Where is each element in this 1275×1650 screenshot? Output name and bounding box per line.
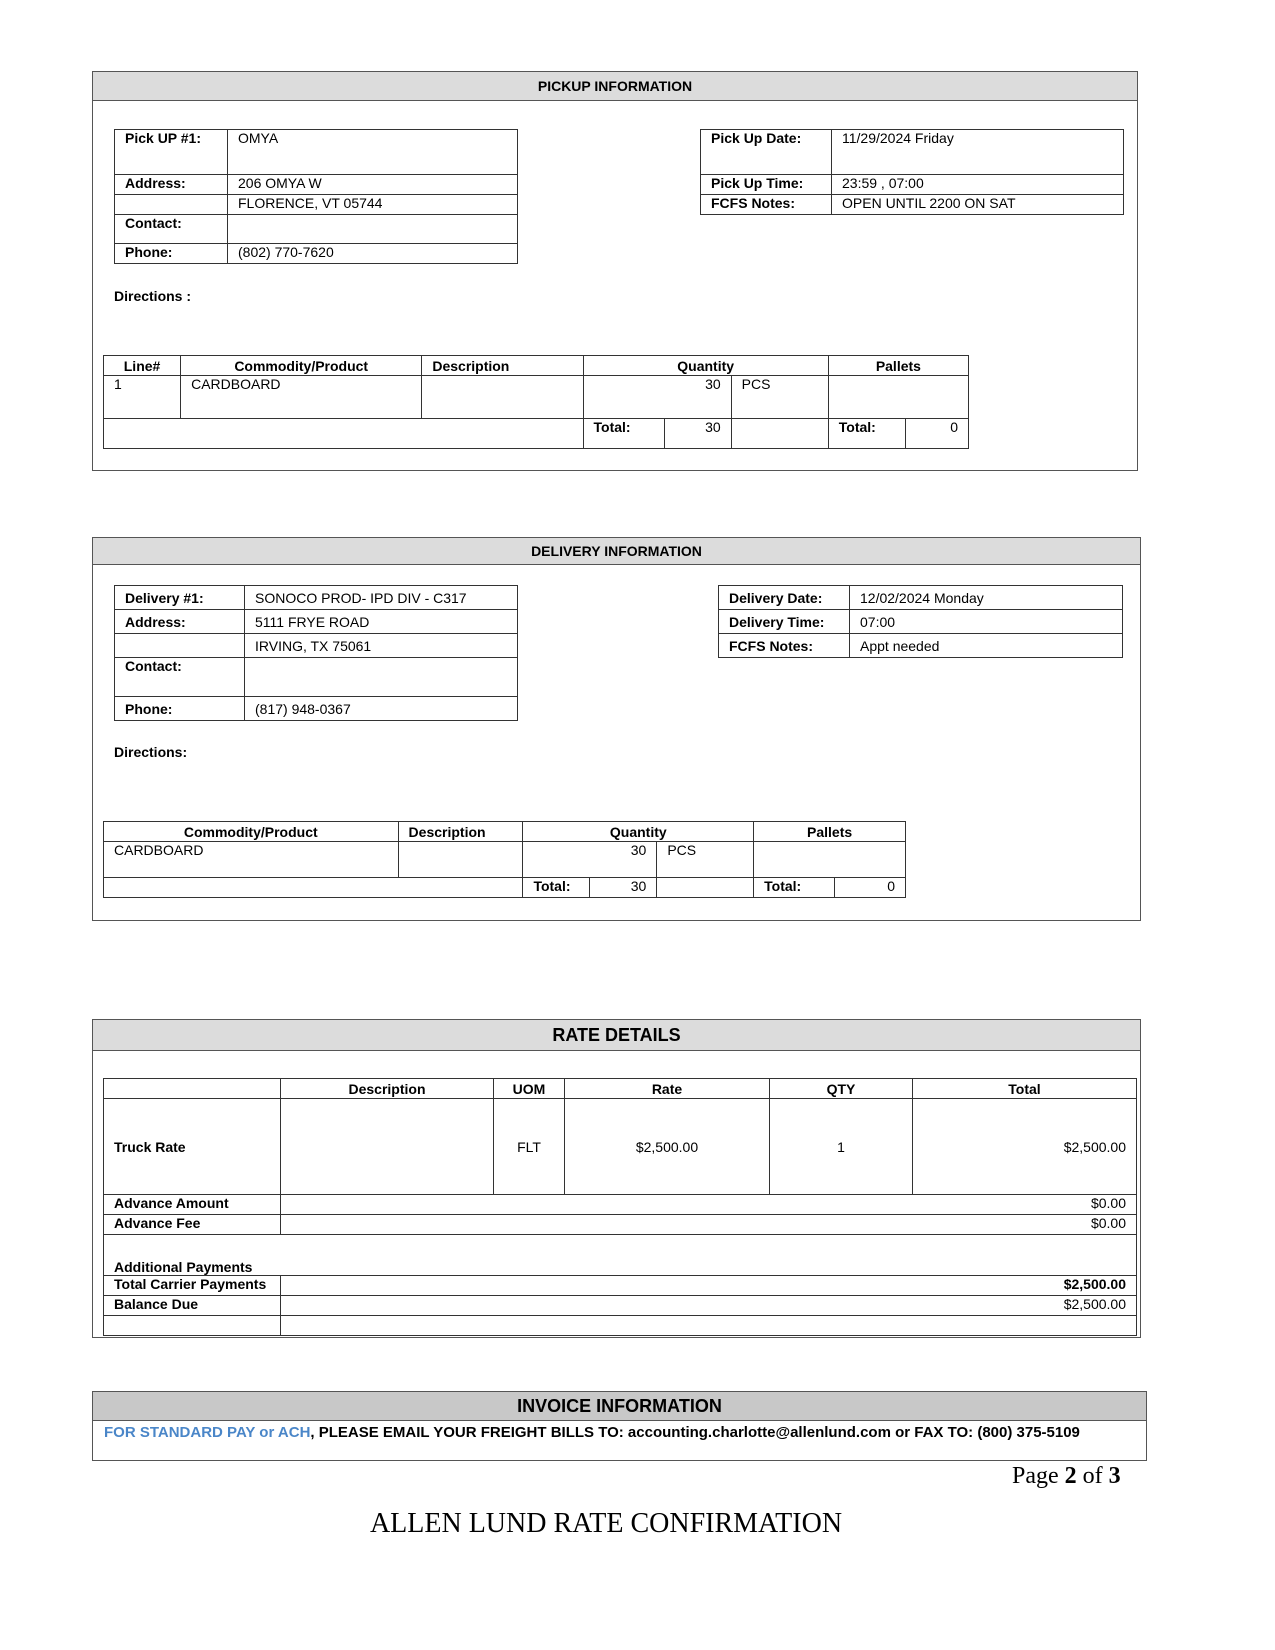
rate-header: RATE DETAILS xyxy=(93,1020,1140,1051)
pickup-col-pallets: Pallets xyxy=(828,356,968,376)
balance-due-value: $2,500.00 xyxy=(281,1296,1137,1316)
pickup-pallet-total: 0 xyxy=(905,419,968,449)
truck-rate-label: Truck Rate xyxy=(104,1099,281,1195)
total-carrier-label: Total Carrier Payments xyxy=(104,1276,281,1296)
pickup-col-description: Description xyxy=(422,356,583,376)
delivery-col-pallets: Pallets xyxy=(754,822,906,842)
advance-amount-value: $0.00 xyxy=(281,1195,1137,1215)
delivery-col-quantity: Quantity xyxy=(523,822,754,842)
delivery-schedule-table xyxy=(718,585,1123,658)
delivery-row-description xyxy=(398,842,523,878)
delivery-date: 12/02/2024 Monday xyxy=(850,586,1123,610)
pickup-row-pallets xyxy=(828,376,968,419)
delivery-row-pallets xyxy=(754,842,906,878)
rate-col-uom: UOM xyxy=(494,1079,565,1099)
pickup-section xyxy=(92,71,1138,471)
advance-amount-label: Advance Amount xyxy=(104,1195,281,1215)
pickup-qty-total-label: Total: xyxy=(583,419,664,449)
pickup-contact xyxy=(228,215,518,244)
pickup-address2: FLORENCE, VT 05744 xyxy=(228,195,518,215)
delivery-row-commodity: CARDBOARD xyxy=(104,842,399,878)
delivery-address1: 5111 FRYE ROAD xyxy=(245,610,518,634)
pickup-row-description xyxy=(422,376,583,419)
truck-rate-uom: FLT xyxy=(494,1099,565,1195)
rate-col-total: Total xyxy=(913,1079,1137,1099)
balance-due-label: Balance Due xyxy=(104,1296,281,1316)
page-current: 2 xyxy=(1064,1463,1077,1489)
advance-fee-value: $0.00 xyxy=(281,1215,1137,1235)
delivery-header: DELIVERY INFORMATION xyxy=(93,538,1140,565)
truck-rate-description xyxy=(281,1099,494,1195)
delivery-col-commodity: Commodity/Product xyxy=(104,822,399,842)
pickup-header: PICKUP INFORMATION xyxy=(93,72,1137,101)
pickup-qty-total: 30 xyxy=(664,419,731,449)
invoice-header: INVOICE INFORMATION xyxy=(93,1392,1146,1421)
pickup-date: 11/29/2024 Friday xyxy=(832,130,1124,175)
pickup-time-label: Pick Up Time: xyxy=(701,175,832,195)
delivery-fcfs: Appt needed xyxy=(850,634,1123,658)
pickup-directions-label: Directions : xyxy=(114,288,192,304)
pickup-contact-label: Contact: xyxy=(115,215,228,244)
pickup-location-table xyxy=(114,129,518,264)
pickup-address-label: Address: xyxy=(115,175,228,195)
pickup-name: OMYA xyxy=(228,130,518,175)
pickup-fcfs: OPEN UNTIL 2200 ON SAT xyxy=(832,195,1124,215)
invoice-text xyxy=(104,1423,1126,1443)
delivery-date-label: Delivery Date: xyxy=(719,586,850,610)
delivery-qty-total: 30 xyxy=(590,878,657,898)
pickup-row-commodity: CARDBOARD xyxy=(181,376,422,419)
rate-section xyxy=(92,1019,1141,1338)
total-carrier-value: $2,500.00 xyxy=(281,1276,1137,1296)
rate-col-description: Description xyxy=(281,1079,494,1099)
pickup-col-line: Line# xyxy=(104,356,181,376)
delivery-phone-label: Phone: xyxy=(115,697,245,721)
delivery-no-label: Delivery #1: xyxy=(115,586,245,610)
additional-payments-label: Additional Payments xyxy=(104,1235,1137,1276)
invoice-instructions: , PLEASE EMAIL YOUR FREIGHT BILLS TO: accounting.charlotte@allenlund.com or FAX TO: (800) 375-5109 xyxy=(310,1424,1080,1441)
pickup-schedule-table xyxy=(700,129,1124,215)
pickup-col-commodity: Commodity/Product xyxy=(181,356,422,376)
delivery-contact-label: Contact: xyxy=(115,658,245,697)
delivery-directions-label: Directions: xyxy=(114,744,188,760)
page-total: 3 xyxy=(1108,1463,1121,1489)
delivery-address-label: Address: xyxy=(115,610,245,634)
delivery-row-qty: 30 xyxy=(523,842,657,878)
delivery-time: 07:00 xyxy=(850,610,1123,634)
delivery-location-table xyxy=(114,585,518,721)
delivery-commodity-table xyxy=(103,821,906,898)
pickup-commodity-table xyxy=(103,355,969,449)
pickup-col-quantity: Quantity xyxy=(583,356,828,376)
delivery-contact xyxy=(245,658,518,697)
truck-rate-qty: 1 xyxy=(770,1099,913,1195)
page-number xyxy=(1012,1463,1121,1490)
delivery-fcfs-label: FCFS Notes: xyxy=(719,634,850,658)
delivery-row-unit: PCS xyxy=(657,842,754,878)
document-title: ALLEN LUND RATE CONFIRMATION xyxy=(369,1508,843,1539)
pickup-phone-label: Phone: xyxy=(115,244,228,264)
delivery-pallet-total-label: Total: xyxy=(754,878,835,898)
invoice-highlight: FOR STANDARD PAY or ACH xyxy=(104,1424,311,1441)
delivery-col-description: Description xyxy=(398,822,523,842)
rate-col-rate: Rate xyxy=(565,1079,770,1099)
rate-col-qty: QTY xyxy=(770,1079,913,1099)
delivery-phone: (817) 948-0367 xyxy=(245,697,518,721)
truck-rate-total: $2,500.00 xyxy=(913,1099,1137,1195)
pickup-time: 23:59 , 07:00 xyxy=(832,175,1124,195)
pickup-phone: (802) 770-7620 xyxy=(228,244,518,264)
pickup-row-unit: PCS xyxy=(731,376,828,419)
invoice-section xyxy=(92,1391,1147,1461)
pickup-pallet-total-label: Total: xyxy=(828,419,905,449)
pickup-no-label: Pick UP #1: xyxy=(115,130,228,175)
pickup-date-label: Pick Up Date: xyxy=(701,130,832,175)
delivery-time-label: Delivery Time: xyxy=(719,610,850,634)
delivery-address2: IRVING, TX 75061 xyxy=(245,634,518,658)
truck-rate-rate: $2,500.00 xyxy=(565,1099,770,1195)
pickup-row-qty: 30 xyxy=(583,376,731,419)
delivery-name: SONOCO PROD- IPD DIV - C317 xyxy=(245,586,518,610)
page-prefix: Page xyxy=(1012,1463,1065,1489)
pickup-fcfs-label: FCFS Notes: xyxy=(701,195,832,215)
delivery-qty-total-label: Total: xyxy=(523,878,590,898)
page-of: of xyxy=(1076,1463,1109,1489)
delivery-section xyxy=(92,537,1141,921)
pickup-row-line: 1 xyxy=(104,376,181,419)
pickup-address1: 206 OMYA W xyxy=(228,175,518,195)
rate-table xyxy=(103,1078,1137,1336)
advance-fee-label: Advance Fee xyxy=(104,1215,281,1235)
delivery-pallet-total: 0 xyxy=(835,878,906,898)
